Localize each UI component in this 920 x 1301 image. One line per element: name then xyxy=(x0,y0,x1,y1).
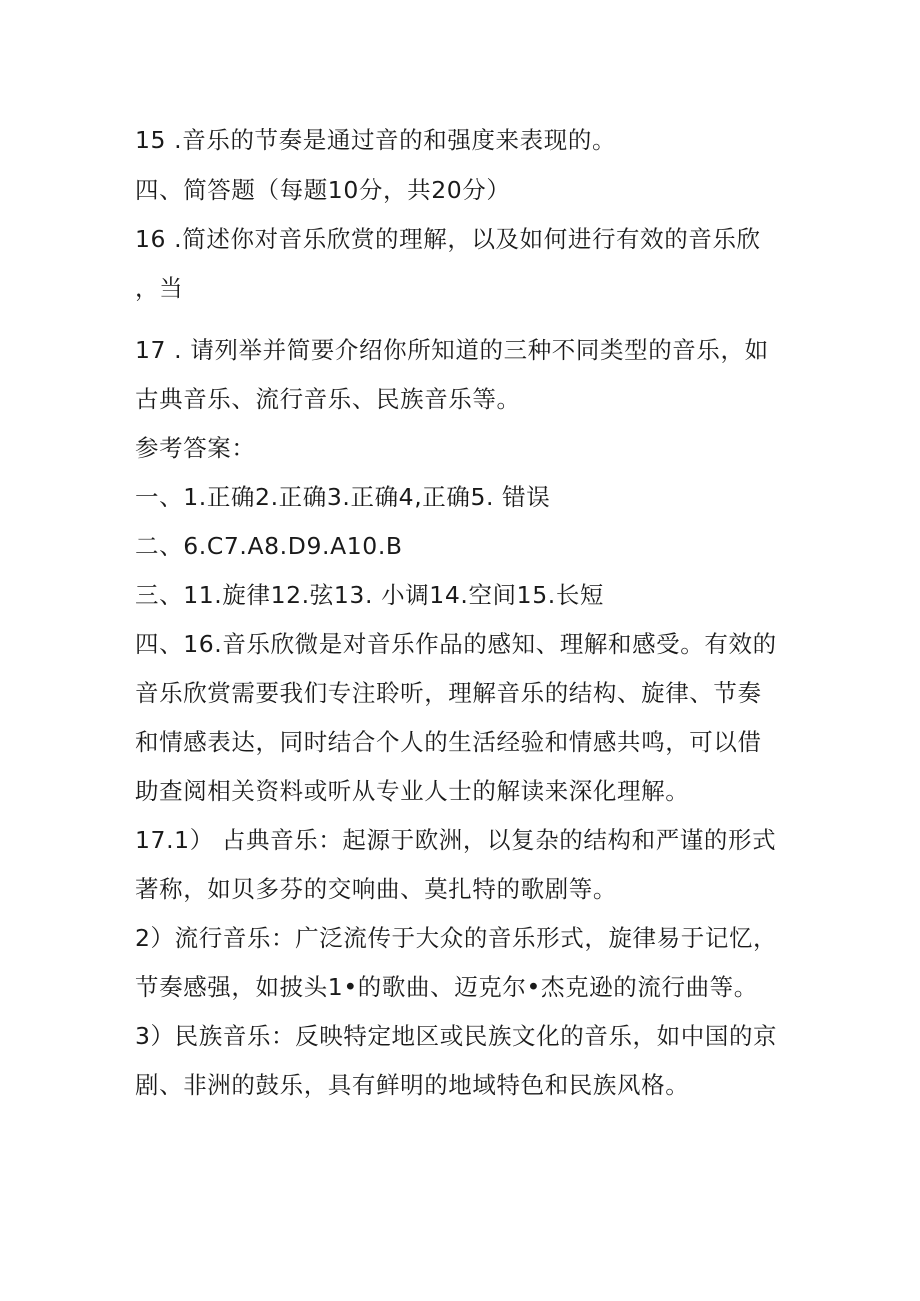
answer-16-line-3: 和情感表达，同时结合个人的生活经验和情感共鸣，可以借 xyxy=(135,728,762,756)
answer-section-1: 一、1.正确2.正确3.正确4,正确5. 错误 xyxy=(135,483,551,511)
answer-17-1-line-2: 著称，如贝多芬的交响曲、莫扎特的歌剧等。 xyxy=(135,875,617,903)
question-17-line-1: 17 . 请列举并简要介绍你所知道的三种不同类型的音乐，如 xyxy=(135,336,769,364)
answer-16-line-1: 四、16.音乐欣微是对音乐作品的感知、理解和感受。有效的 xyxy=(135,630,777,658)
answer-16-line-4: 助查阅相关资料或听从专业人士的解读来深化理解。 xyxy=(135,777,690,805)
question-16-line-2: ，当 xyxy=(135,274,184,302)
answer-16-line-2: 音乐欣赏需要我们专注聆听，理解音乐的结构、旋律、节奏 xyxy=(135,679,762,707)
question-16-line-1: 16 .简述你对音乐欣赏的理解，以及如何进行有效的音乐欣 xyxy=(135,225,761,253)
question-15-line: 15 .音乐的节奏是通过音的和强度来表现的。 xyxy=(135,126,617,154)
answer-17-3-line-1: 3）民族音乐：反映特定地区或民族文化的音乐，如中国的京 xyxy=(135,1022,778,1050)
answer-17-2-line-1: 2）流行音乐：广泛流传于大众的音乐形式，旋律易于记忆， xyxy=(135,924,778,952)
section-4-heading: 四、简答题（每题10分，共20分） xyxy=(135,176,511,204)
answer-17-3-line-2: 剧、非洲的鼓乐，具有鲜明的地域特色和民族风格。 xyxy=(135,1071,690,1099)
answer-17-2-line-2: 节奏感强，如披头1•的歌曲、迈克尔•杰克逊的流行曲等。 xyxy=(135,973,758,1001)
answer-key-heading: 参考答案： xyxy=(135,434,256,462)
question-17-line-2: 古典音乐、流行音乐、民族音乐等。 xyxy=(135,385,521,413)
answer-17-1-line-1: 17.1） 占典音乐：起源于欧洲，以复杂的结构和严谨的形式 xyxy=(135,826,777,854)
answer-section-3: 三、11.旋律12.弦13. 小调14.空间15.长短 xyxy=(135,581,605,609)
answer-section-2: 二、6.C7.A8.D9.A10.B xyxy=(135,532,403,560)
